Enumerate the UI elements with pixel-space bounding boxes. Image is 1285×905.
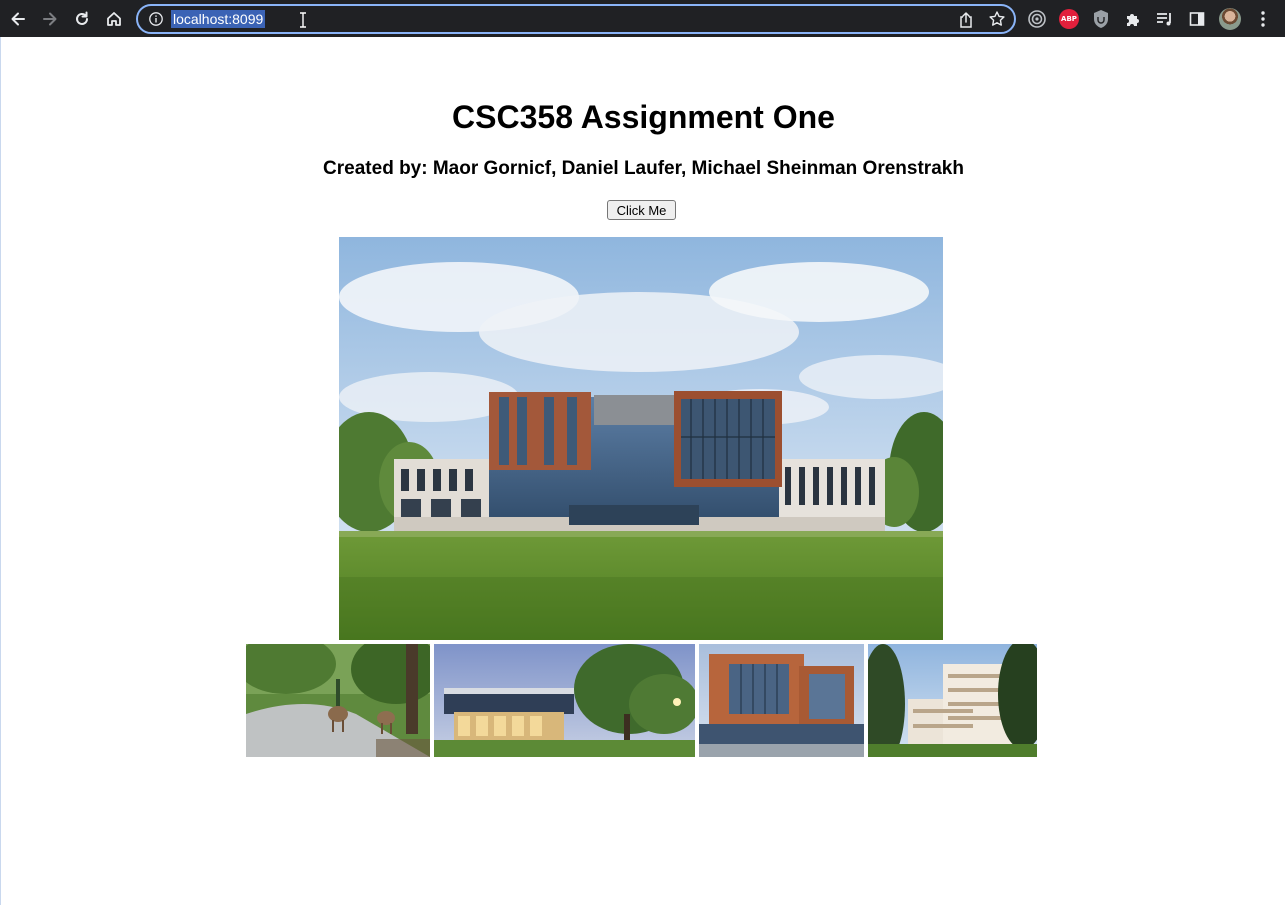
page-title: CSC358 Assignment One (452, 99, 835, 135)
media-queue-icon (1155, 10, 1175, 28)
home-button[interactable] (101, 6, 127, 32)
address-bar[interactable] (136, 4, 1016, 34)
back-arrow-icon (9, 10, 27, 28)
reload-button[interactable] (69, 6, 95, 32)
extension-adblock-plus-button[interactable] (1058, 8, 1080, 30)
back-button[interactable] (5, 6, 31, 32)
thumbnail-white-building (868, 644, 1037, 757)
forward-button[interactable] (37, 6, 63, 32)
extension-target-button[interactable] (1026, 8, 1048, 30)
extension-ublock-button[interactable] (1090, 8, 1112, 30)
thumbnail-building-dusk (434, 644, 695, 757)
more-vertical-icon (1260, 10, 1266, 28)
click-me-button[interactable]: Click Me (607, 200, 676, 220)
profile-avatar-icon (1219, 8, 1241, 30)
target-icon (1027, 9, 1047, 29)
reload-icon (73, 10, 91, 28)
extensions-menu-button[interactable] (1122, 8, 1144, 30)
browser-menu-button[interactable] (1252, 8, 1274, 30)
browser-toolbar (0, 0, 1285, 37)
side-panel-button[interactable] (1186, 8, 1208, 30)
adblock-plus-icon: ABP (1059, 9, 1079, 29)
page-subtitle: Created by: Maor Gornicf, Daniel Laufer, Michael Sheinman Orenstrakh (323, 158, 964, 179)
reading-list-button[interactable] (1154, 8, 1176, 30)
profile-button[interactable] (1219, 8, 1241, 30)
puzzle-piece-icon (1124, 10, 1142, 28)
text-cursor-icon (298, 11, 308, 29)
home-icon (105, 10, 123, 28)
share-icon[interactable] (958, 11, 974, 29)
thumbnail-deer-path (246, 644, 430, 757)
thumbnail-copper-building (699, 644, 864, 757)
ublock-shield-icon (1092, 9, 1110, 29)
site-info-icon[interactable] (148, 11, 164, 27)
forward-arrow-icon (41, 10, 59, 28)
side-panel-icon (1188, 10, 1206, 28)
hero-image-building (339, 237, 943, 640)
page-viewport (0, 37, 1285, 905)
url-text[interactable]: localhost:8099 (173, 11, 264, 27)
bookmark-star-icon[interactable] (988, 10, 1006, 28)
